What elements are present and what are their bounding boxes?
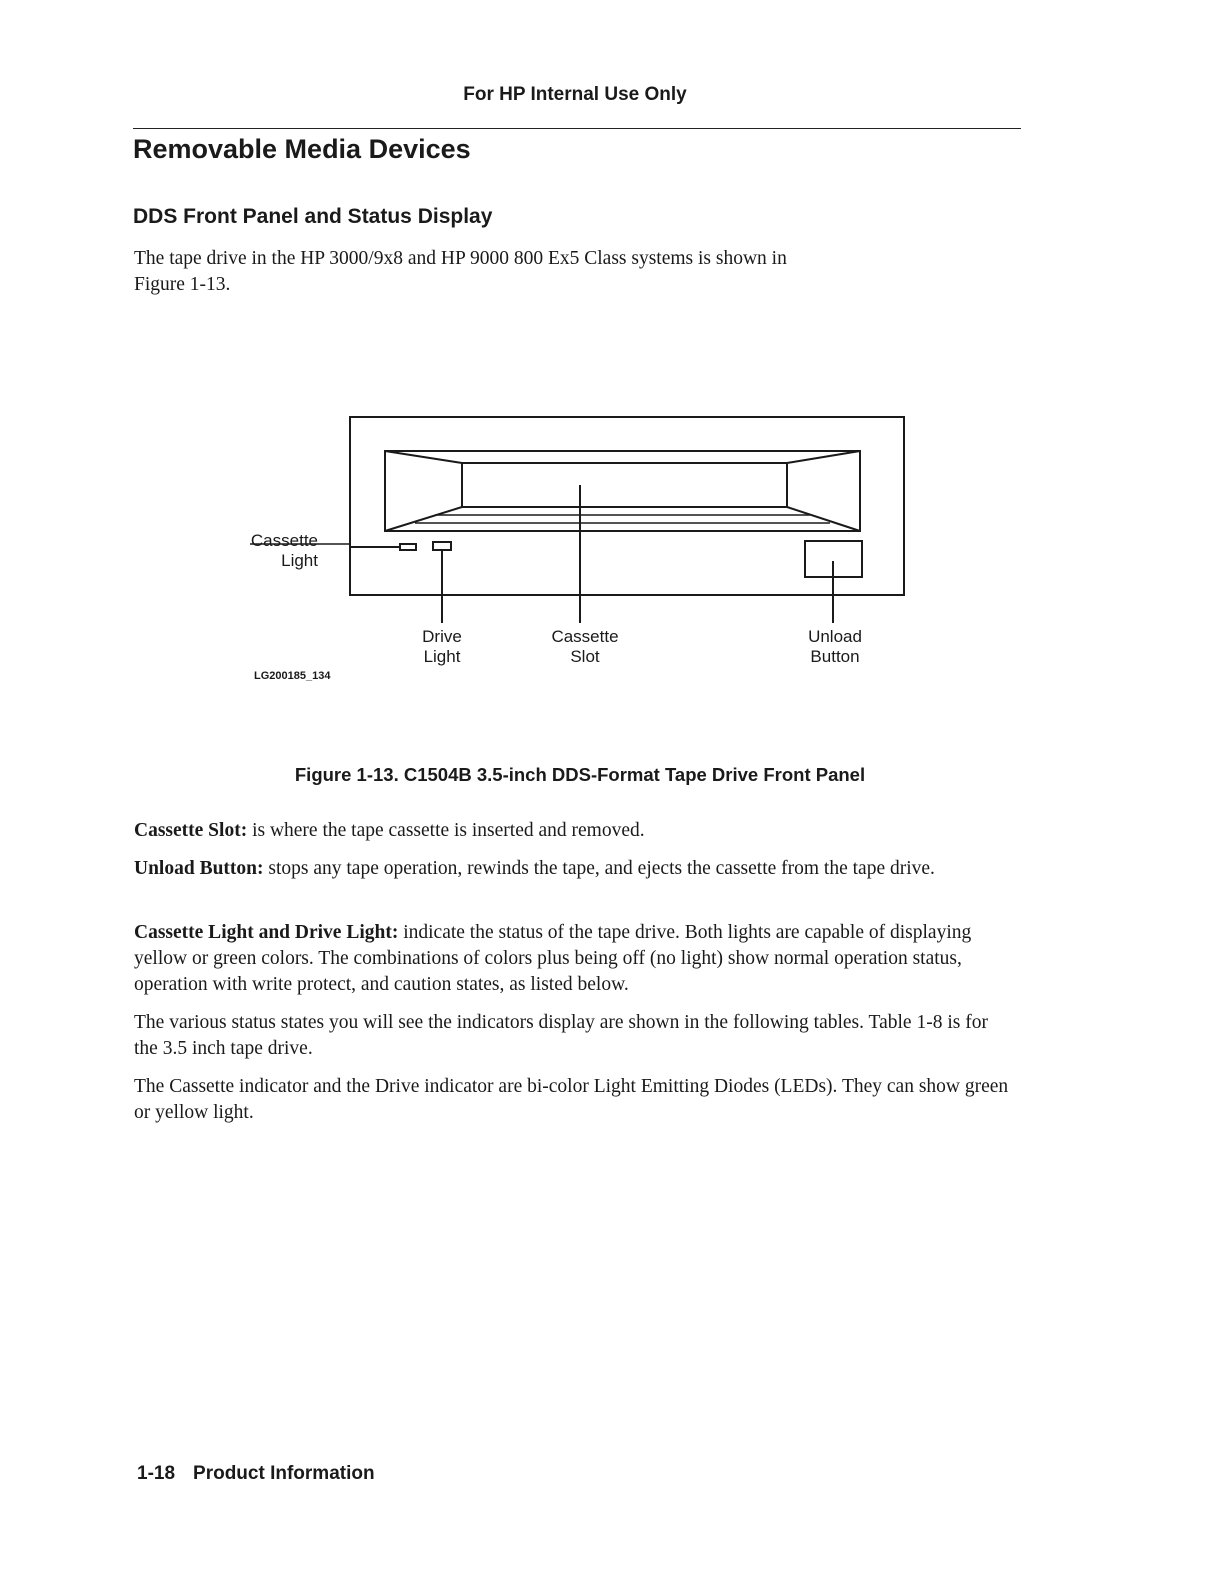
figure-caption: Figure 1-13. C1504B 3.5-inch DDS-Format Tape Drive Front Panel xyxy=(294,764,866,785)
figure-id: LG200185_134 xyxy=(254,670,331,682)
definition-term: Unload Button: xyxy=(134,858,264,879)
led-paragraph: The Cassette indicator and the Drive indicator are bi-color Light Emitting Diodes (LEDs). They can show green or yellow light. xyxy=(134,1076,1009,1123)
unload-button-label: Unload Button xyxy=(808,627,862,666)
definition-text: is where the tape cassette is inserted and removed. xyxy=(247,820,645,841)
section-title: Removable Media Devices xyxy=(133,134,471,164)
status-paragraph: The various status states you will see the indicators display are shown in the following tables. Table 1-8 is for the 3.5 inch tape drive. xyxy=(134,1012,988,1059)
cassette-light-label: Cassette Light xyxy=(250,531,318,570)
intro-line-2: Figure 1-13. xyxy=(134,274,231,295)
header-note: For HP Internal Use Only xyxy=(463,84,687,105)
footer-section: Product Information xyxy=(193,1463,375,1484)
drive-light-label: Drive Light xyxy=(422,627,462,666)
definition-term: Cassette Slot: xyxy=(134,820,248,841)
definition-cassette-slot xyxy=(134,818,1014,844)
cassette-slot-label: Cassette Slot xyxy=(551,627,619,666)
page-footer xyxy=(137,1463,393,1485)
slot-opening xyxy=(462,463,787,507)
drive-light-icon xyxy=(433,542,451,550)
subsection-title: DDS Front Panel and Status Display xyxy=(133,205,493,228)
definition-lights xyxy=(134,920,1014,998)
intro-paragraph xyxy=(134,246,1014,298)
definition-text: indicate the status of the tape drive. Both lights are capable of displaying yellow or green colors. The combinations of colors plus being off (no light) show normal operation status, operation with write protect, and caution states, as listed below. xyxy=(134,922,972,995)
definition-text: stops any tape operation, rewinds the tape, and ejects the cassette from the tape drive. xyxy=(263,858,935,879)
page-number: 1-18 xyxy=(137,1463,176,1484)
tape-drive-figure xyxy=(230,405,930,705)
definition-term: Cassette Light and Drive Light: xyxy=(134,922,399,943)
header-rule xyxy=(133,128,1021,129)
cassette-light-icon xyxy=(400,544,416,550)
intro-line-1: The tape drive in the HP 3000/9x8 and HP 9000 800 Ex5 Class systems is shown in xyxy=(134,248,787,269)
definition-unload-button xyxy=(134,856,1014,882)
